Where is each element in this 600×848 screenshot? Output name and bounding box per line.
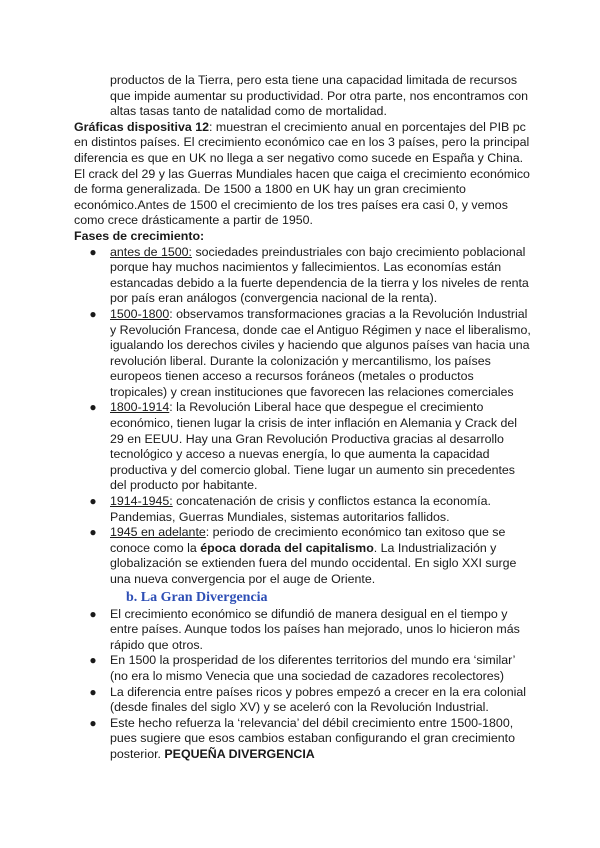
- period-label: 1945 en adelante: [110, 525, 206, 540]
- list-item: [74, 245, 534, 307]
- document-body: [74, 73, 534, 763]
- divergencia-text: En 1500 la prosperidad de los diferentes territorios del mundo era ‘similar’ (no era lo mismo Venecia que una sociedad de cazadores recolectores): [110, 653, 515, 683]
- pequena-divergencia: PEQUEÑA DIVERGENCIA: [164, 746, 315, 761]
- period-text: concatenación de crisis y conflictos estanca la economía. Pandemias, Guerras Mundiales, sistemas autoritarios fallidos.: [110, 494, 491, 524]
- bullet-icon: ●: [89, 606, 97, 621]
- list-item: [74, 607, 534, 654]
- bullet-icon: ●: [89, 653, 97, 668]
- bullet-icon: ●: [89, 494, 97, 509]
- bullet-icon: ●: [89, 525, 97, 540]
- list-item: [74, 653, 534, 684]
- period-text-after: . La Industrialización y globalización se extienden fuera del mundo occidental. En siglo XXI surge una nueva convergencia por el auge de Oriente.: [110, 540, 517, 586]
- period-bold: época dorada del capitalismo: [200, 540, 374, 555]
- fases-title: Fases de crecimiento:: [74, 228, 205, 243]
- bullet-icon: ●: [89, 400, 97, 415]
- period-label: antes de 1500:: [110, 244, 192, 259]
- bullet-icon: ●: [89, 244, 97, 259]
- graficas-paragraph: [74, 120, 534, 229]
- period-text: : periodo de crecimiento económico tan exitoso que se conoce como la: [110, 525, 506, 555]
- period-label: 1800-1914: [110, 400, 170, 415]
- divergencia-text: Este hecho refuerza la ‘relevancia’ del débil crecimiento entre 1500-1800, pues sugiere que esos cambios estaban configurando el gran crecimiento posterior.: [110, 715, 516, 761]
- graficas-title: Gráficas dispositiva 12: [74, 119, 209, 134]
- intro-continuation: productos de la Tierra, pero esta tiene una capacidad limitada de recursos que impide aumentar su productividad. Por otra parte, nos encontramos con altas tasas tanto de natalidad como de mortalidad.: [110, 73, 529, 119]
- list-item: [74, 400, 534, 494]
- period-text: sociedades preindustriales con bajo crecimiento poblacional porque hay muchos nacimientos y fallecimientos. Las economías están estancadas debido a la fuerte dependencia de la tierra y los niveles de renta por país eran análogos (convergencia nacional de la renta).: [110, 244, 529, 306]
- list-item: [74, 525, 534, 587]
- period-label: 1500-1800: [110, 306, 170, 321]
- period-text: : observamos transformaciones gracias a la Revolución Industrial y Revolución Francesa, donde cae el Antiguo Régimen y nace el liberalismo, igualando los derechos civiles y haciendo que algunos países van hacia una revolución liberal. Durante la colonización y mercantilismo, los países europeos tienen acceso a recursos foráneos (metales o productos tropicales) y crean instituciones que favorecen las relaciones comerciales: [110, 306, 531, 399]
- list-item: [74, 307, 534, 401]
- graficas-text: : muestran el crecimiento anual en porcentajes del PIB pc en distintos países. El crecimiento económico cae en los 3 países, pero la principal diferencia es que en UK no llega a ser negativo como sucede en España y China. El crack del 29 y las Guerras Mundiales hacen que caiga el crecimiento económico de forma generalizada. De 1500 a 1800 en UK hay un gran crecimiento económico.Antes de 1500 el crecimiento de los tres países era casi 0, y vemos como crece drásticamente a partir de 1950.: [74, 119, 530, 228]
- divergencia-text: El crecimiento económico se difundió de manera desigual en el tiempo y entre países. Aunque todos los países han mejorado, unos lo hicieron más rápido que otros.: [110, 606, 520, 652]
- divergencia-heading: b. La Gran Divergencia: [126, 589, 268, 605]
- divergencia-list: [74, 607, 534, 763]
- list-item: [74, 494, 534, 525]
- fases-list: [74, 245, 534, 588]
- list-item: [74, 716, 534, 763]
- bullet-icon: ●: [89, 306, 97, 321]
- divergencia-text: La diferencia entre países ricos y pobres empezó a crecer en la era colonial (desde finales del siglo XV) y se aceleró con la Revolución Industrial.: [110, 684, 526, 715]
- bullet-icon: ●: [89, 715, 97, 730]
- period-label: 1914-1945:: [110, 494, 173, 509]
- bullet-icon: ●: [89, 684, 97, 699]
- list-item: [74, 685, 534, 716]
- period-text: : la Revolución Liberal hace que despegue el crecimiento económico, tienen lugar la crisis de inter inflación en Alemania y Crack del 29 en EEUU. Hay una Gran Revolución Productiva gracias al desarrollo tecnológico y acceso a nuevas energía, lo que aumenta la capacidad productiva y del comercio global. Tiene lugar un aumento sin precedentes del producto por habitante.: [110, 400, 518, 493]
